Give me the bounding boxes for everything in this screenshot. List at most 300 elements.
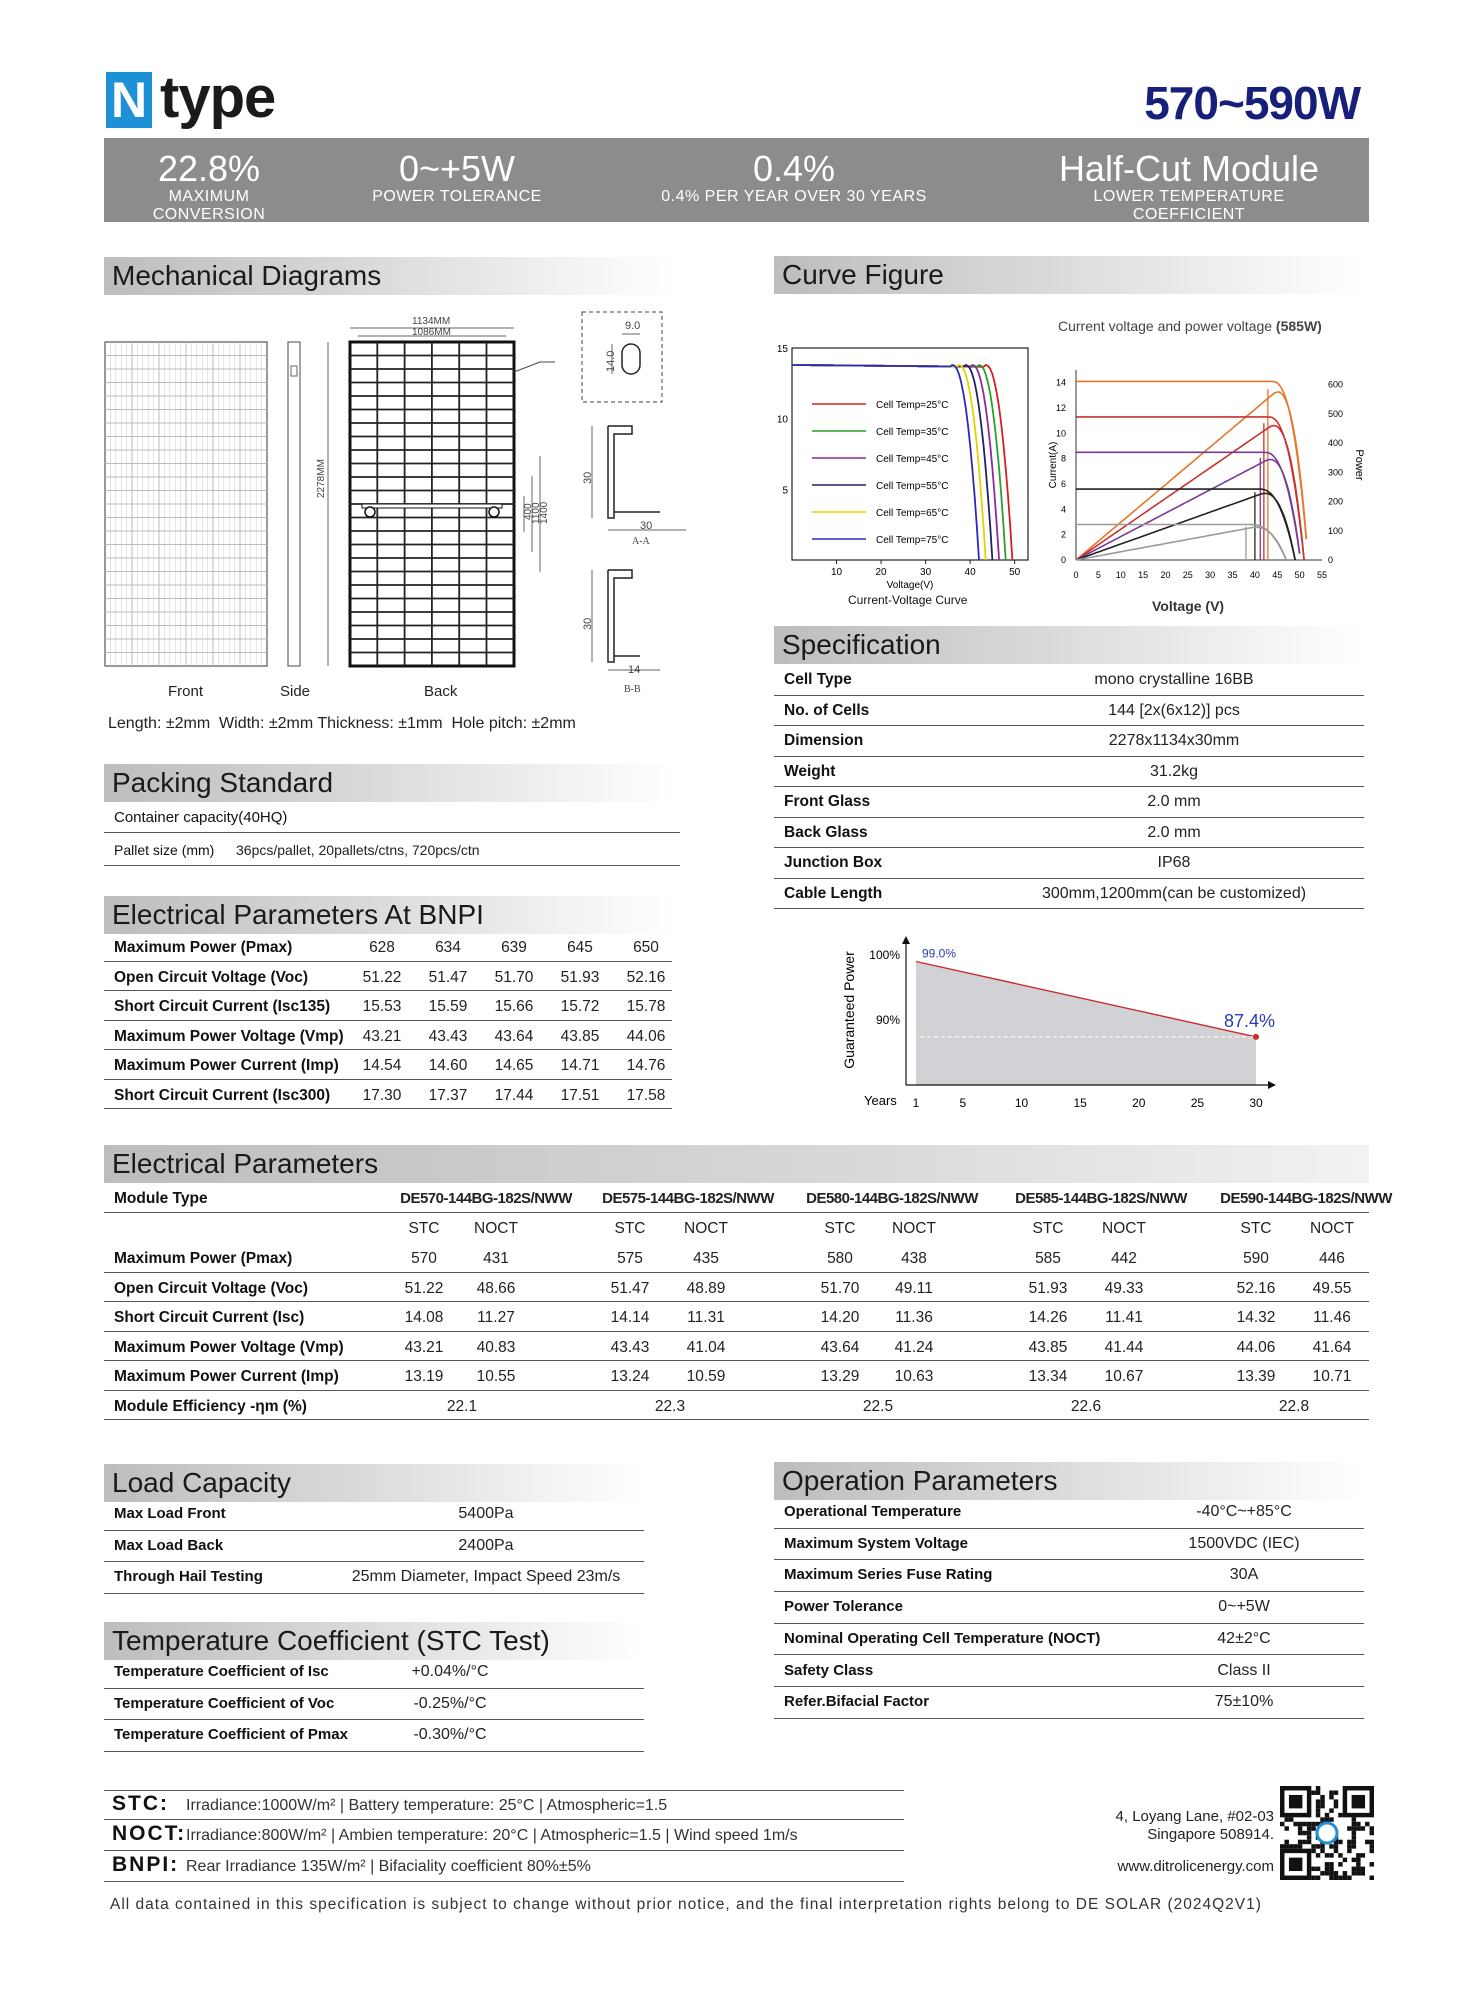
model-name: DE580-144BG-182S/NWW [806,1190,978,1207]
pv-current-line [1076,452,1300,553]
website-link[interactable]: www.ditrolicenergy.com [1117,1858,1274,1875]
module-type-label: Module Type [114,1190,208,1207]
iv-y-tick-label: 10 [776,414,788,426]
row-value: 31.2kg [1149,762,1199,780]
condition-row [104,1790,904,1820]
noct-header: NOCT [1102,1220,1146,1237]
label-aa: A-A [632,536,650,547]
electrical-cell: 435 [693,1250,719,1267]
packing-row: Container capacity(40HQ) [104,803,680,833]
temperature-title: Temperature Coefficient (STC Test) [104,1622,644,1660]
table-row [774,1560,1364,1592]
table-row [104,1531,644,1563]
power-range-title: 570~590W [1144,77,1360,129]
warranty-x-arrow [1268,1081,1276,1089]
back-view [328,328,555,666]
electrical-cell: 431 [483,1250,509,1267]
electrical-cell: 49.11 [895,1279,933,1297]
warranty-x-tick-label: 1 [912,1096,920,1110]
electrical-cell: 40.83 [476,1338,516,1356]
bnpi-cell: 52.16 [626,968,666,986]
row-value: 2.0 mm [1147,793,1201,810]
electrical-cell: 43.64 [820,1338,860,1356]
model-name: DE575-144BG-182S/NWW [602,1190,774,1207]
bnpi-cell: 51.70 [494,968,534,986]
condition-row [104,1821,904,1851]
warranty-area [916,962,1256,1086]
electrical-cell: 570 [411,1250,437,1267]
pv-curve-chart [1040,350,1365,600]
row-value: 75±10% [1214,1693,1274,1711]
bnpi-cell: 628 [369,939,395,956]
bnpi-cell: 17.58 [626,1086,666,1104]
row-label: Back Glass [784,823,868,841]
table-row [774,757,1364,788]
bnpi-cell: 51.47 [428,968,468,986]
bnpi-row [104,1021,672,1051]
table-row [774,848,1364,879]
tolerance-note: Length: ±2mm Width: ±2mm Thickness: ±1mm Hole pitch: ±2mm [108,715,576,732]
pv-chart-title: Current voltage and power voltage (585W) [1058,318,1322,334]
bnpi-cell: 17.30 [362,1086,402,1104]
row-value: 2278x1134x30mm [1108,732,1240,749]
pv-y-tick-label: 4 [1060,504,1066,515]
pv-x-tick-label: 15 [1138,570,1149,580]
electrical-cell: 442 [1111,1250,1137,1267]
electrical-cell: 41.44 [1104,1338,1144,1356]
dim-width-inner: 1086MM [412,327,451,338]
electrical-cell: 51.22 [404,1279,444,1297]
electrical-cell: 44.06 [1236,1338,1276,1356]
electrical-row [104,1361,1369,1391]
table-row [774,696,1364,727]
bnpi-cell: 51.93 [560,968,600,986]
iv-x-tick-label: 10 [830,567,843,578]
row-label: Operational Temperature [784,1503,962,1520]
electrical-cell: 11.46 [1313,1309,1351,1326]
electrical-row-label: Maximum Power Current (Imp) [114,1368,339,1385]
condition-label: BNPI: [112,1853,180,1876]
row-label: Safety Class [784,1661,874,1679]
bnpi-cell: 44.06 [626,1027,666,1045]
pv-y-tick-label: 10 [1055,428,1066,439]
row-label: Max Load Front [114,1505,226,1522]
electrical-row-label: Maximum Power Voltage (Vmp) [114,1338,344,1356]
front-view [105,342,267,666]
bnpi-row-label: Short Circuit Current (Isc135) [114,998,331,1015]
pv-y-tick-label: 6 [1060,479,1066,489]
electrical-row [104,1273,1369,1303]
warranty-end-label: 87.4% [1224,1010,1276,1031]
condition-row [104,1852,904,1882]
row-value: 5400Pa [458,1505,514,1522]
electrical-cell: 52.16 [1236,1279,1276,1297]
electrical-row [104,1302,1369,1332]
table-row [774,1497,1364,1529]
bnpi-cell: 645 [567,939,593,956]
model-name: DE585-144BG-182S/NWW [1015,1190,1187,1207]
bnpi-cell: 43.85 [560,1027,600,1045]
model-name: DE570-144BG-182S/NWW [400,1190,572,1207]
dim-hole-width: 9.0 [625,320,641,332]
row-value: mono crystalline 16BB [1094,671,1254,688]
iv-x-tick-label: 50 [1009,567,1021,578]
logo-word: type [160,65,276,130]
dim-frame-bb-h: 30 [582,617,594,630]
iv-y-tick-label: 5 [782,485,788,497]
electrical-cell: 11.36 [895,1309,933,1326]
noct-header: NOCT [474,1220,518,1237]
electrical-cell: 10.59 [686,1368,726,1385]
electrical-cell: 585 [1035,1250,1061,1267]
row-value: 30A [1229,1566,1259,1584]
electrical-row-label: Open Circuit Voltage (Voc) [114,1279,309,1297]
bnpi-row [104,962,672,992]
dim-hole-height: 14.0 [605,350,617,372]
module-type-row [104,1183,1392,1213]
row-label: Weight [784,762,836,780]
table-row [104,1562,644,1594]
electrical-row-label: Maximum Power (Pmax) [114,1250,293,1267]
dim-frame-aa-h: 30 [582,471,594,484]
noct-header: NOCT [892,1220,936,1237]
qr-code-icon [1280,1786,1374,1880]
warranty-x-tick-label: 25 [1190,1096,1205,1110]
dim-width-outer: 1134MM [412,316,451,327]
bnpi-cell: 15.59 [428,998,468,1015]
dim-frame-aa-w: 30 [640,520,653,532]
footer-disclaimer: All data contained in this specification is subject to change without prior notice, and the final interpretation rights belong to DE SOLAR (2024Q2V1) [110,1896,1262,1913]
stc-header: STC [1240,1220,1272,1237]
pv-y2-tick-label: 600 [1328,379,1344,390]
table-row [104,1689,644,1721]
row-value: 144 [2x(6x12)] pcs [1108,701,1240,719]
pv-x-tick-label: 0 [1073,570,1079,580]
pv-x-tick-label: 30 [1205,570,1216,580]
warranty-x-label: Years [864,1093,897,1108]
pv-y2-tick-label: 500 [1328,408,1344,419]
hole-detail [582,312,662,402]
row-label: Dimension [784,732,864,749]
electrical-cell: 10.63 [894,1368,934,1385]
bnpi-row-label: Maximum Power Current (Imp) [114,1057,339,1074]
electrical-cell: 51.47 [610,1279,650,1297]
row-value: -40°C~+85°C [1196,1503,1292,1520]
pv-y2-tick-label: 400 [1328,438,1344,449]
bnpi-cell: 14.60 [428,1057,468,1074]
row-value: 2.0 mm [1147,823,1201,841]
iv-legend-label: Cell Temp=65°C [876,508,949,519]
row-label: No. of Cells [784,701,870,719]
electrical-cell: 14.32 [1236,1309,1276,1326]
pv-x-tick-label: 10 [1115,570,1126,580]
electrical-cell: 10.71 [1312,1368,1352,1385]
pv-x-tick-label: 20 [1160,570,1171,580]
pv-x-tick-label: 25 [1182,570,1193,580]
electrical-cell: 13.34 [1028,1368,1068,1385]
row-value: 2400Pa [458,1536,514,1554]
row-label: Junction Box [784,854,883,871]
pv-x-tick-label: 35 [1227,570,1238,580]
electrical-cell: 43.21 [404,1338,444,1356]
noct-header: NOCT [684,1220,728,1237]
label-bb: B-B [624,684,641,695]
table-row [774,818,1364,849]
bnpi-row-label: Short Circuit Current (Isc300) [114,1086,331,1104]
row-label: Max Load Back [114,1536,224,1554]
table-row [104,1720,644,1752]
iv-legend-label: Cell Temp=75°C [876,535,949,546]
banner-halfcut: Half-Cut Module LOWER TEMPERATURE COEFFICIENT [1058,148,1320,223]
electrical-cell: 41.24 [894,1338,934,1356]
table-row [774,1529,1364,1561]
stc-header: STC [1032,1220,1064,1237]
electrical-cell: 43.43 [610,1338,650,1356]
warranty-y-arrow [902,936,910,944]
logo-letter: N [106,72,152,128]
electrical-cell: 51.93 [1028,1279,1068,1297]
side-view [288,342,300,666]
table-row [774,665,1364,696]
row-label: Refer.Bifacial Factor [784,1693,930,1711]
warranty-x-tick-label: 30 [1249,1096,1263,1110]
label-back: Back [424,683,458,700]
bnpi-cell: 650 [633,939,659,956]
banner-conversion: 22.8% MAXIMUM CONVERSION [152,148,266,223]
bnpi-row-label: Maximum Power (Pmax) [114,939,293,956]
address: 4, Loyang Lane, #02-03 Singapore 508914. [1115,1808,1274,1843]
bnpi-row [104,1080,672,1110]
row-value: Class II [1217,1661,1271,1679]
iv-x-tick-label: 40 [964,567,976,578]
efficiency-cell: 22.6 [1070,1397,1102,1415]
pv-y-tick-label: 12 [1055,403,1066,413]
frame-section-aa [592,426,686,530]
electrical-cell: 51.70 [820,1279,860,1297]
bnpi-cell: 15.66 [494,998,534,1015]
efficiency-cell: 22.1 [446,1397,478,1415]
electrical-cell: 10.67 [1104,1368,1144,1385]
dim-mount-400: 400 [523,503,534,520]
electrical-cell: 49.33 [1104,1279,1144,1297]
electrical-cell: 43.85 [1028,1338,1068,1356]
row-label: Cell Type [784,671,852,688]
bnpi-cell: 14.54 [362,1057,402,1074]
electrical-cell: 438 [901,1250,927,1267]
bnpi-cell: 634 [435,939,461,956]
bnpi-cell: 15.53 [362,998,402,1015]
pv-power-line [1076,460,1300,561]
iv-x-tick-label: 20 [875,567,887,578]
pv-x-tick-label: 5 [1095,570,1101,580]
electrical-title: Electrical Parameters [104,1145,1369,1183]
warranty-x-tick-label: 15 [1073,1096,1087,1110]
pv-y2-tick-label: 100 [1328,525,1344,536]
pv-y-label: Current(A) [1048,441,1059,489]
dim-mount-1100: 1100 [531,502,542,524]
electrical-cell: 13.29 [820,1368,860,1385]
row-label: Front Glass [784,793,871,810]
row-label: Temperature Coefficient of Voc [114,1694,335,1712]
electrical-cell: 48.89 [686,1279,726,1297]
row-label: Maximum System Voltage [784,1534,968,1552]
iv-legend-label: Cell Temp=25°C [876,400,949,411]
bnpi-cell: 14.65 [494,1057,534,1074]
table-row [774,1656,1364,1688]
electrical-cell: 14.14 [610,1309,650,1326]
table-row [104,1499,644,1531]
pv-x-tick-label: 55 [1316,570,1328,580]
pv-y-tick-label: 2 [1060,529,1066,540]
iv-legend-label: Cell Temp=55°C [876,481,949,492]
table-row [104,1657,644,1689]
efficiency-label: Module Efficiency -ηm (%) [114,1397,307,1415]
table-row [774,787,1364,818]
pv-x-tick-label: 50 [1294,570,1305,580]
mechanical-title: Mechanical Diagrams [104,257,674,295]
electrical-cell: 13.39 [1236,1368,1276,1385]
bnpi-cell: 43.43 [428,1027,468,1045]
bnpi-cell: 17.37 [428,1086,468,1104]
stc-header: STC [408,1220,440,1237]
row-label: Maximum Series Fuse Rating [784,1566,993,1584]
electrical-cell: 580 [827,1250,853,1267]
pv-y2-tick-label: 0 [1328,555,1334,565]
electrical-cell: 49.55 [1312,1279,1352,1297]
row-value: 300mm,1200mm(can be customized) [1041,884,1307,902]
efficiency-cell: 22.3 [654,1397,686,1415]
condition-text: Rear Irradiance 135W/m² | Bifaciality coefficient 80%±5% [186,1858,591,1875]
condition-text: Irradiance:1000W/m² | Battery temperature: 25°C | Atmospheric=1.5 [186,1797,668,1814]
stc-header: STC [614,1220,646,1237]
row-label: Power Tolerance [784,1598,903,1616]
table-row [774,1624,1364,1656]
warranty-y-tick-label: 100% [869,948,900,962]
warranty-x-tick-label: 10 [1014,1096,1029,1110]
electrical-cell: 13.24 [610,1368,650,1385]
warranty-x-tick-label: 20 [1132,1096,1146,1110]
stc-header: STC [824,1220,856,1237]
bnpi-row [104,991,672,1021]
load-title: Load Capacity [104,1464,644,1502]
warranty-x-tick-label: 5 [959,1096,967,1110]
row-value: -0.30%/°C [413,1726,487,1743]
pv-xlabel: Voltage (V) [1152,598,1225,614]
stc-noct-row [104,1213,1369,1243]
row-value: -0.25%/°C [413,1694,487,1712]
bnpi-cell: 17.44 [494,1086,534,1104]
electrical-cell: 48.66 [476,1279,516,1297]
bnpi-row-label: Maximum Power Voltage (Vmp) [114,1027,344,1045]
iv-y-tick-label: 15 [776,344,788,355]
bnpi-row [104,1050,672,1080]
electrical-cell: 41.04 [686,1338,726,1356]
iv-x-tick-label: 30 [920,567,932,578]
electrical-cell: 575 [617,1250,643,1267]
pv-y-tick-label: 14 [1055,377,1066,388]
label-side: Side [280,683,311,700]
bnpi-cell: 51.22 [362,968,402,986]
electrical-cell: 10.55 [476,1368,516,1385]
bnpi-cell: 639 [501,939,527,956]
bnpi-cell: 15.78 [626,998,666,1015]
frame-section-bb [592,570,660,670]
bnpi-cell: 14.71 [560,1057,600,1074]
condition-label: NOCT: [112,1822,187,1845]
dim-frame-bb-w: 14 [628,664,641,676]
operation-title: Operation Parameters [774,1462,1364,1500]
feature-banner [104,138,1369,222]
packing-row: Pallet size (mm) 36pcs/pallet, 20pallets/ctns, 720pcs/ctn [104,836,680,866]
iv-caption: Current-Voltage Curve [848,593,968,607]
row-value: 25mm Diameter, Impact Speed 23m/s [351,1568,621,1585]
electrical-cell: 41.64 [1312,1338,1352,1356]
specification-title: Specification [774,626,1364,664]
condition-label: STC: [112,1792,169,1815]
electrical-cell: 590 [1243,1250,1269,1267]
row-value: 1500VDC (IEC) [1188,1534,1300,1552]
bnpi-cell: 43.21 [362,1027,402,1045]
row-label: Nominal Operating Cell Temperature (NOCT) [784,1629,1101,1647]
pv-y-tick-label: 8 [1060,453,1066,464]
row-label: Cable Length [784,884,883,902]
bnpi-row [104,932,672,962]
electrical-cell: 14.08 [404,1309,444,1326]
banner-degradation: 0.4% 0.4% PER YEAR OVER 30 YEARS [661,148,927,205]
row-value: 42±2°C [1217,1629,1271,1647]
warranty-y-tick-label: 90% [875,1013,900,1027]
electrical-cell: 446 [1319,1250,1345,1267]
bnpi-cell: 17.51 [560,1086,600,1104]
warranty-end-point [1253,1034,1259,1040]
table-row [774,1687,1364,1719]
bnpi-row-label: Open Circuit Voltage (Voc) [114,968,309,986]
table-row [774,879,1364,910]
curve-title: Curve Figure [774,256,1364,294]
iv-legend-label: Cell Temp=45°C [876,454,949,465]
iv-x-label: Voltage(V) [886,580,934,591]
row-value: IP68 [1157,854,1191,871]
electrical-cell: 11.41 [1105,1309,1143,1326]
banner-tolerance: 0~+5W POWER TOLERANCE [372,148,542,205]
condition-text: Irradiance:800W/m² | Ambien temperature: 20°C | Atmospheric=1.5 | Wind speed 1m/s [186,1827,798,1844]
model-name: DE590-144BG-182S/NWW [1220,1190,1392,1207]
pv-x-tick-label: 40 [1249,570,1260,580]
pv-y-tick-label: 0 [1060,555,1066,565]
noct-header: NOCT [1310,1220,1354,1237]
electrical-cell: 11.27 [477,1309,515,1326]
electrical-cell: 14.20 [820,1309,860,1326]
electrical-row [104,1332,1369,1362]
dim-mount-1400: 1400 [539,501,550,524]
dim-height: 2278MM [316,459,327,498]
row-value: 0~+5W [1218,1598,1270,1616]
efficiency-cell: 22.5 [862,1397,894,1415]
warranty-chart [840,930,1300,1120]
efficiency-row [104,1391,1369,1421]
electrical-cell: 13.19 [404,1368,444,1385]
packing-title: Packing Standard [104,764,674,802]
bnpi-title: Electrical Parameters At BNPI [104,896,674,934]
warranty-start-label: 99.0% [922,946,957,961]
efficiency-cell: 22.8 [1278,1397,1310,1415]
pv-y2-tick-label: 300 [1328,467,1344,478]
electrical-cell: 14.26 [1028,1309,1068,1326]
electrical-row-label: Short Circuit Current (Isc) [114,1309,305,1326]
row-value: +0.04%/°C [411,1663,489,1680]
iv-legend-label: Cell Temp=35°C [876,427,949,438]
pv-y2-tick-label: 200 [1328,496,1344,507]
